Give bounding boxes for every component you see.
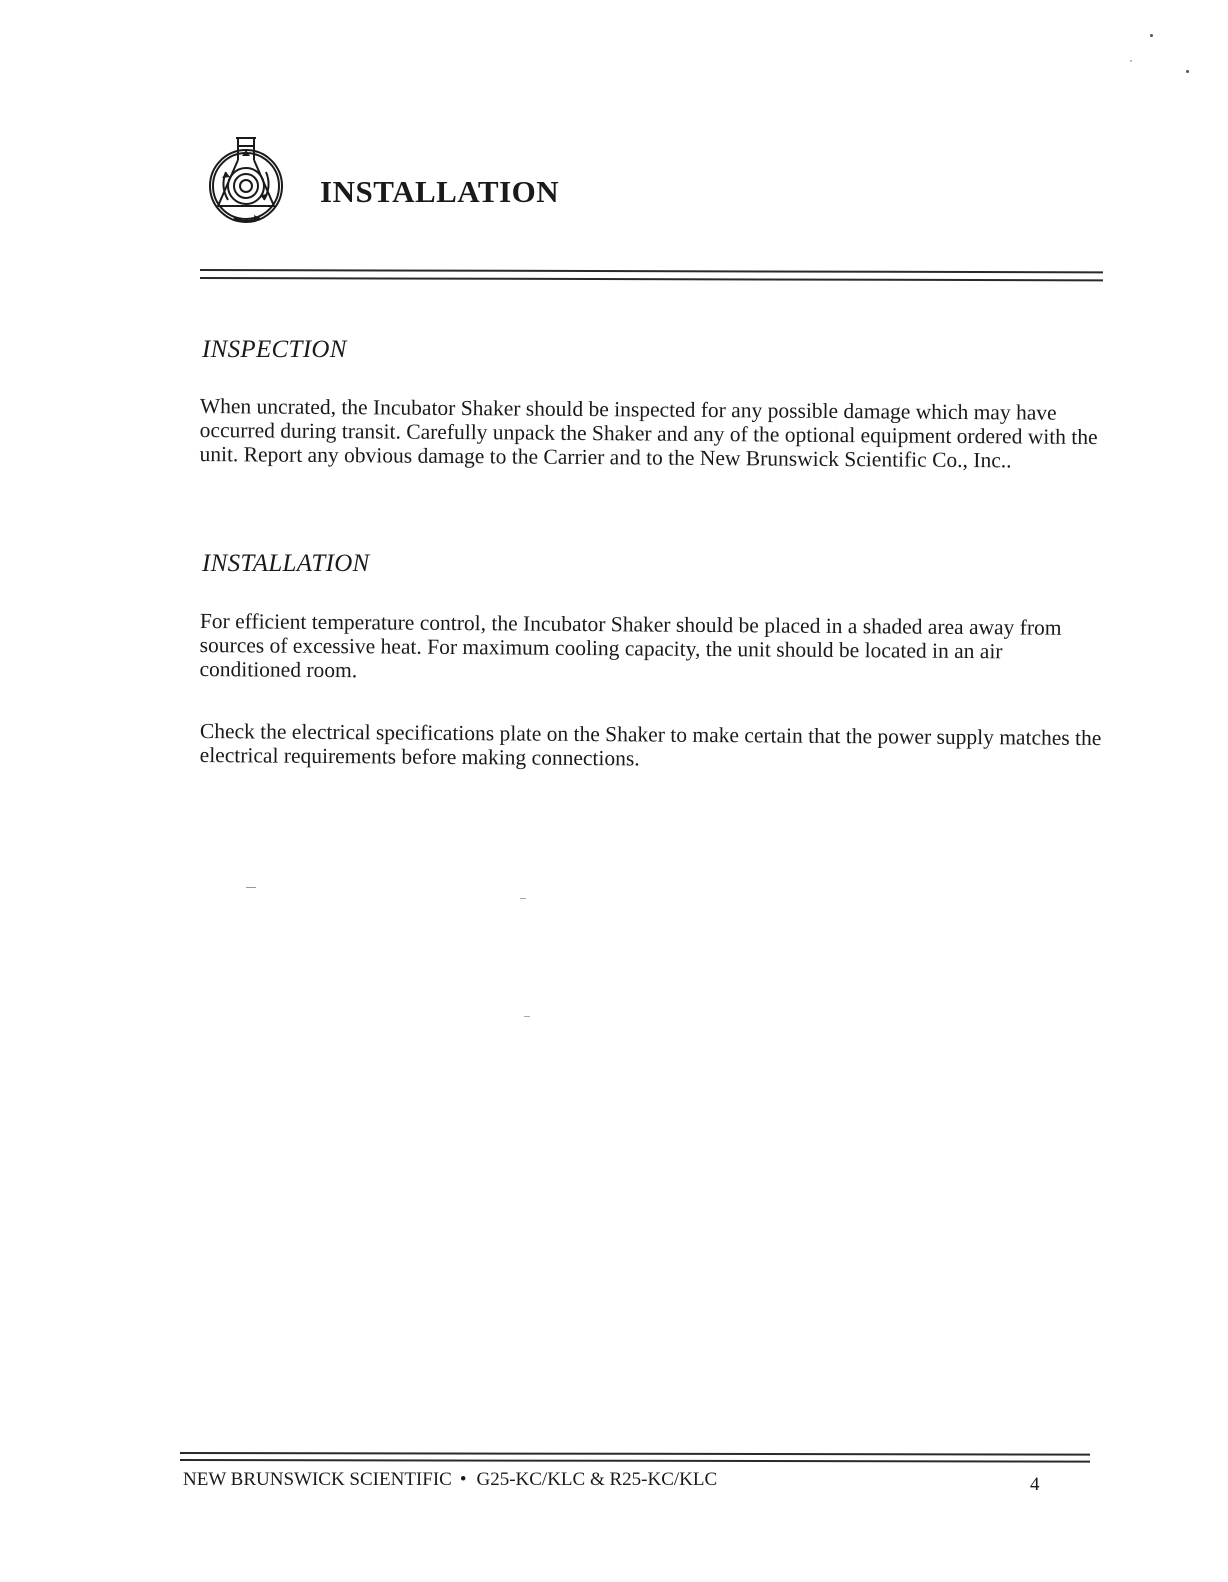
header-divider — [200, 269, 1103, 281]
installation-paragraph-electrical: Check the electrical specifications plate on the Shaker to make certain that the power supply matches the electrical requirements before making connections. — [199, 719, 1102, 771]
section-heading-installation: INSTALLATION — [202, 550, 370, 577]
scan-speck — [1186, 70, 1189, 73]
scan-speck — [524, 1016, 530, 1017]
page-number: 4 — [1030, 1474, 1040, 1495]
inspection-paragraph: When uncrated, the Incubator Shaker should be inspected for any possible damage which may have occurred during transit. Carefully unpack the Shaker and any of the optional equipment ordered with the unit. Report any obvious damage to the Carrier and to the New Brunswick Scientific Co., Inc.. — [199, 394, 1098, 473]
rotating-flask-logo-icon — [206, 132, 290, 228]
footer-caption — [183, 1469, 717, 1491]
scan-speck — [1150, 34, 1153, 37]
footer-models: G25-KC/KLC & R25-KC/KLC — [476, 1469, 718, 1490]
scan-speck — [520, 898, 526, 899]
section-heading-inspection: INSPECTION — [202, 336, 347, 363]
scan-speck — [246, 887, 256, 888]
scan-speck — [1130, 60, 1132, 62]
page-title: INSTALLATION — [320, 174, 560, 209]
installation-paragraph-placement: For efficient temperature control, the Incubator Shaker should be placed in a shaded area away from sources of excessive heat. For maximum cooling capacity, the unit should be located in an air conditioned room. — [199, 609, 1062, 683]
footer-divider — [180, 1452, 1090, 1463]
footer-bullet: • — [459, 1469, 467, 1490]
footer-company: NEW BRUNSWICK SCIENTIFIC — [183, 1469, 452, 1490]
